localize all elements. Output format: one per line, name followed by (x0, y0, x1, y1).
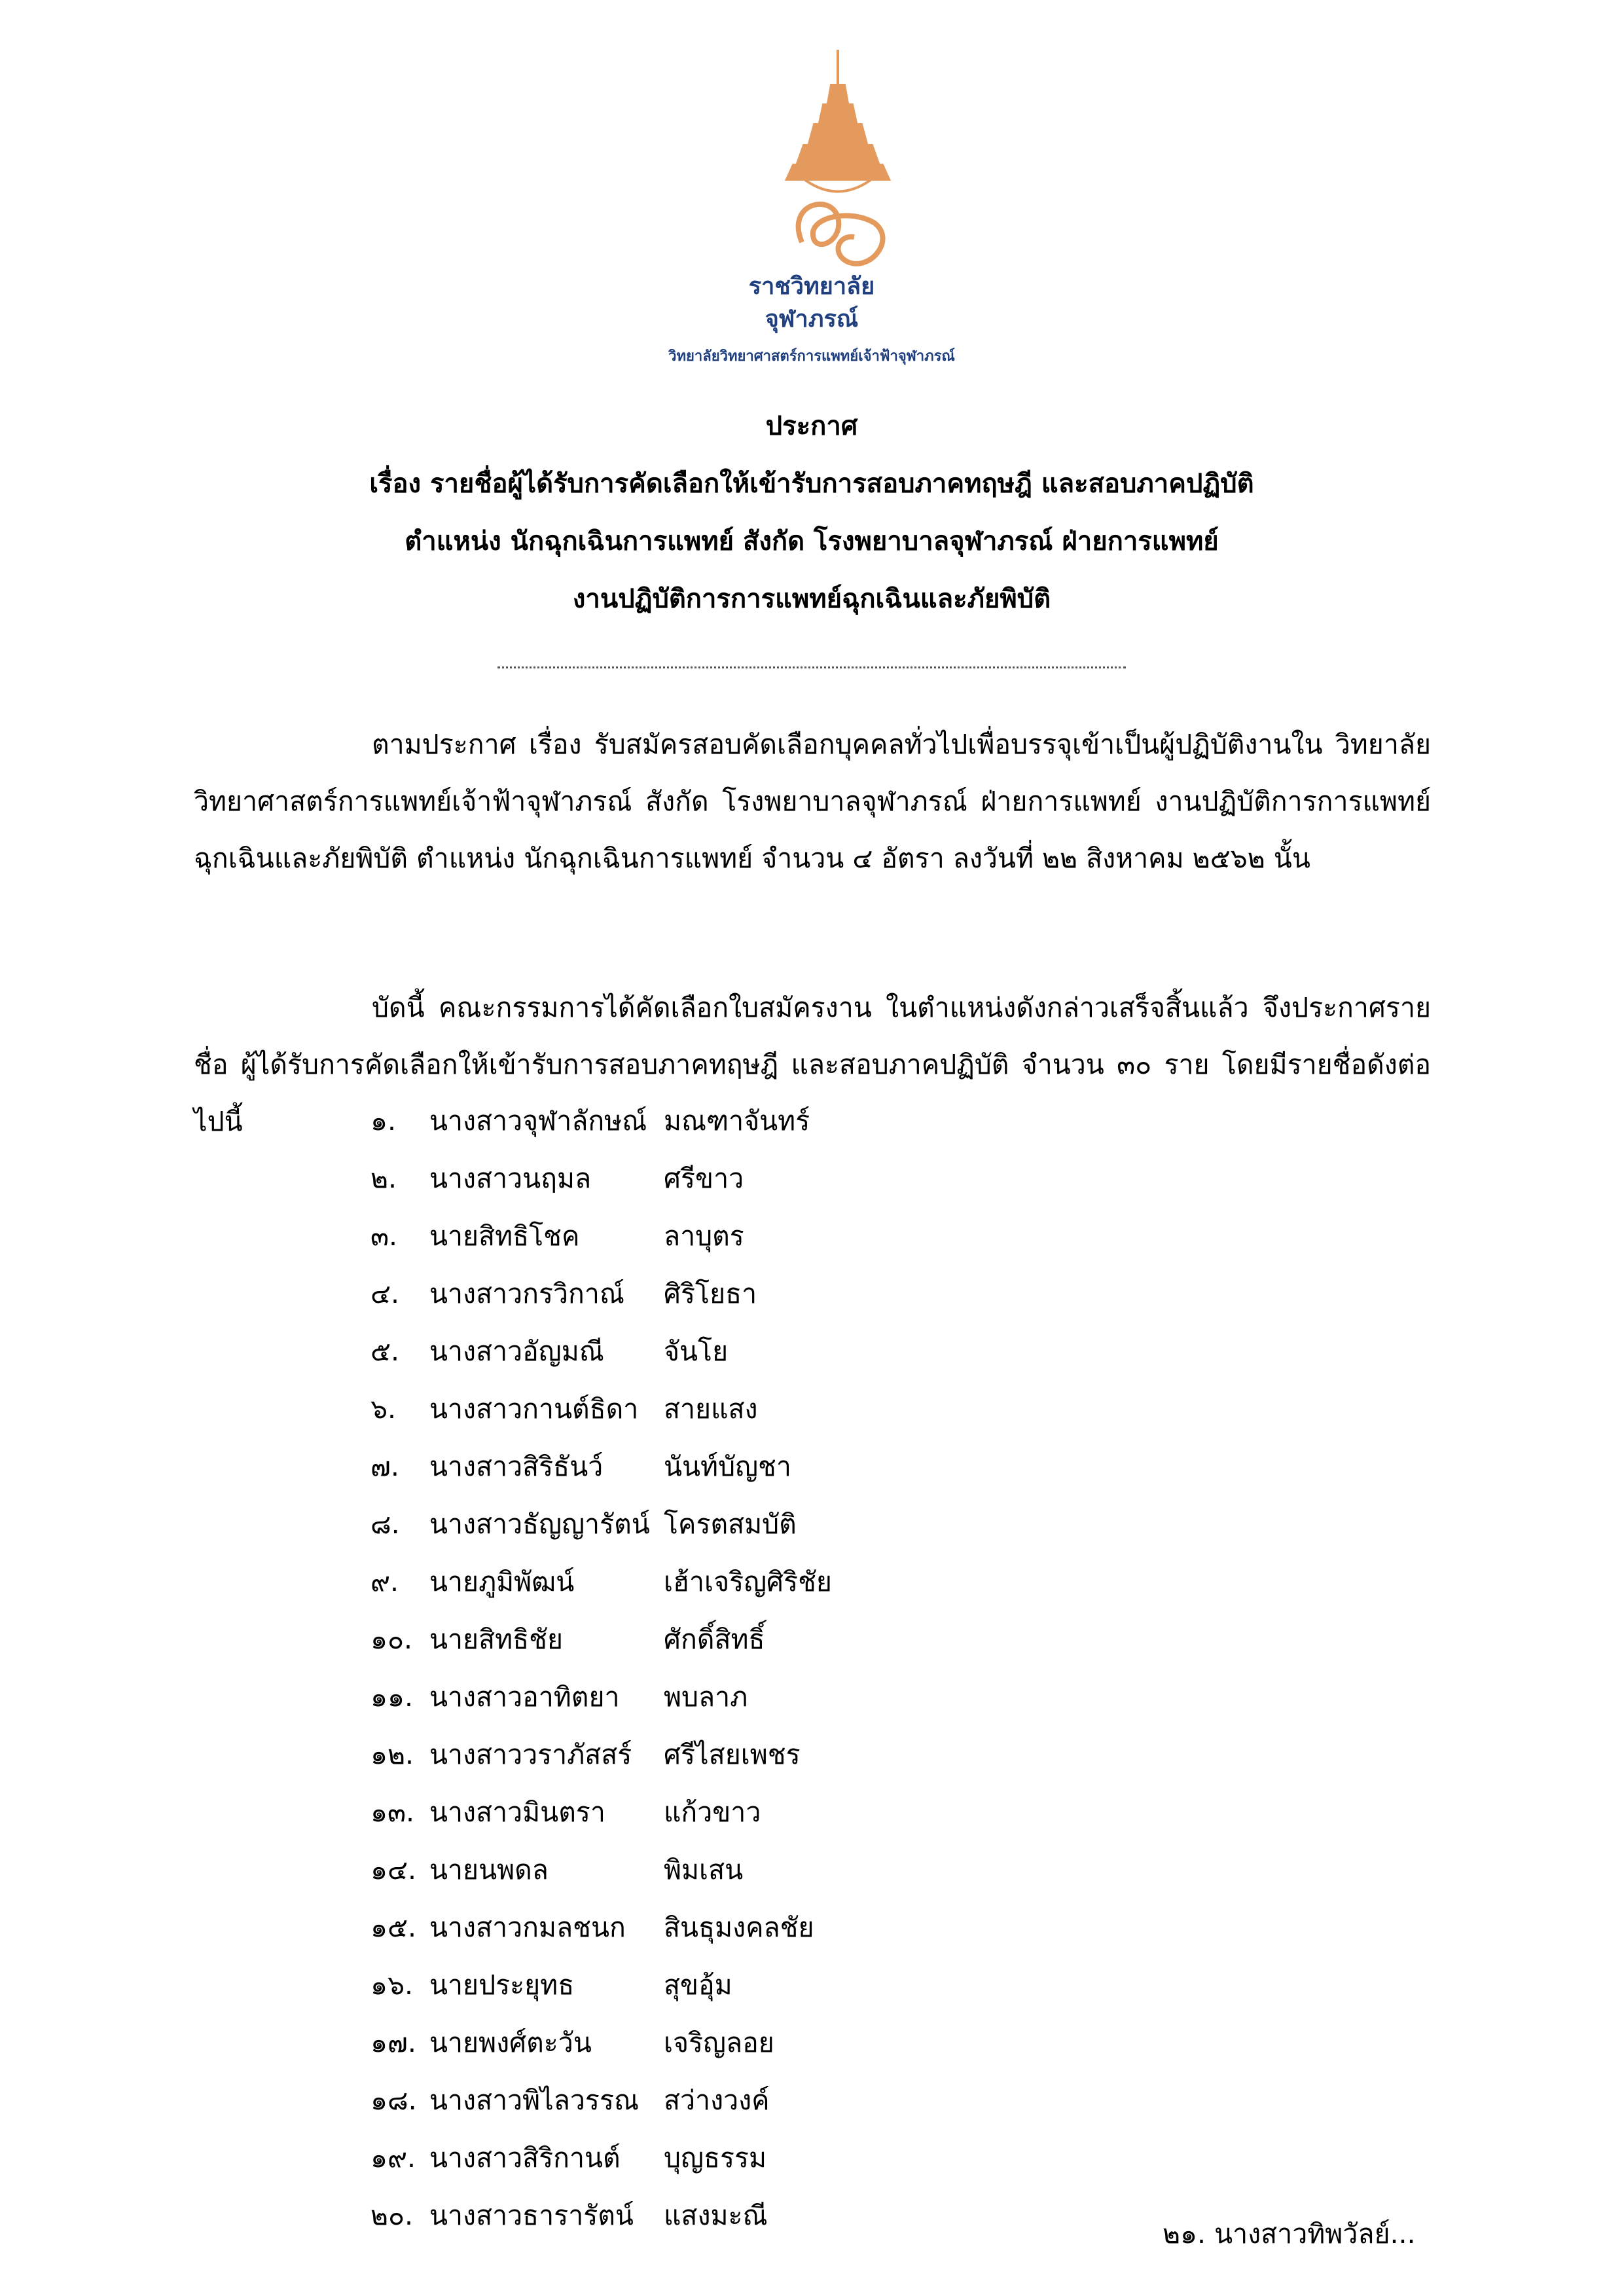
candidate-number: ๑๓. (370, 1796, 415, 1828)
list-item (370, 1438, 960, 1495)
candidate-number: ๑๘. (370, 2085, 417, 2116)
list-item (370, 2129, 960, 2187)
candidate-first-name: นางสาวจุฬาลักษณ์ (429, 1105, 647, 1137)
candidate-number: ๖. (370, 1393, 397, 1425)
list-item (370, 1783, 960, 1841)
candidate-last-name: เฮ้าเจริญศิริชัย (664, 1566, 832, 1597)
candidate-first-name: นางสาวอัญมณี (429, 1336, 604, 1367)
candidate-first-name: นางสาวธารารัตน์ (429, 2200, 634, 2231)
list-item (370, 1265, 960, 1322)
candidate-last-name: แสงมะณี (664, 2200, 768, 2231)
candidate-first-name: นายพงศ์ตะวัน (429, 2027, 592, 2058)
subject-line-3: งานปฏิบัติการการแพทย์ฉุกเฉินและภัยพิบัติ (572, 584, 1051, 614)
candidate-first-name: นายประยุทธ (429, 1969, 575, 2001)
candidate-number: ๑๗. (370, 2027, 416, 2058)
candidate-last-name: สายแสง (664, 1393, 758, 1425)
candidate-first-name: นางสาวธัญญารัตน์ (429, 1508, 650, 1540)
candidate-first-name: นางสาวนฤมล (429, 1163, 592, 1194)
list-item (370, 1956, 960, 2014)
paragraph-reference: ตามประกาศ เรื่อง รับสมัครสอบคัดเลือกบุคคลทั่วไปเพื่อบรรจุเข้าเป็นผู้ปฏิบัติงานใน วิทยาลัยวิทยาศาสตร์การแพทย์เจ้าฟ้าจุฬาภรณ์ สังกัด โรงพยาบาลจุฬาภรณ์ ฝ่ายการแพทย์ งานปฏิบัติการการแพทย์ฉุกเฉินและภัยพิบัติ ตำแหน่ง นักฉุกเฉินการแพทย์ จำนวน ๔ อัตรา ลงวันที่ ๒๒ สิงหาคม ๒๕๖๒ นั้น (194, 729, 1431, 874)
candidate-number: ๑๑. (370, 1681, 414, 1713)
list-item (370, 2187, 960, 2244)
candidate-last-name: ศิริโยธา (664, 1278, 757, 1309)
candidate-number: ๑๐. (370, 1624, 413, 1655)
list-item (370, 1841, 960, 1899)
list-item (370, 1380, 960, 1438)
candidate-last-name: ศักดิ์สิทธิ์ (664, 1624, 765, 1655)
candidate-first-name: นางสาวกมลชนก (429, 1912, 626, 1943)
candidate-last-name: บุญธรรม (664, 2142, 767, 2174)
candidate-last-name: ศรีไสยเพชร (664, 1739, 801, 1770)
candidate-last-name: สว่างวงค์ (664, 2085, 770, 2116)
college-name-line1: ราชวิทยาลัย (748, 273, 875, 300)
candidate-number: ๓. (370, 1220, 398, 1252)
candidate-first-name: นางสาวสิริกานต์ (429, 2142, 621, 2174)
candidate-last-name: เจริญลอย (664, 2027, 774, 2058)
paragraph-announcement: บัดนี้ คณะกรรมการได้คัดเลือกใบสมัครงาน ในตำแหน่งดังกล่าวเสร็จสิ้นแล้ว จึงประกาศรายชื่อ ผู้ได้รับการคัดเลือกให้เข้ารับการสอบภาคทฤษฎี และสอบภาคปฏิบัติ จำนวน ๓๐ ราย โดยมีรายชื่อดังต่อไปนี้ (194, 992, 1431, 1137)
list-item (370, 1207, 960, 1265)
list-item (370, 2071, 960, 2129)
continuation-note: ๒๑. นางสาวทิพวัลย์... (1163, 2218, 1416, 2250)
candidate-first-name: นางสาววราภัสสร์ (429, 1739, 632, 1770)
candidate-last-name: สุขอุ้ม (664, 1969, 732, 2001)
list-item (370, 1092, 960, 1150)
candidate-last-name: แก้วขาว (664, 1796, 761, 1828)
dotted-divider (497, 666, 1126, 668)
list-item (370, 1726, 960, 1783)
candidate-last-name: โครตสมบัติ (664, 1508, 797, 1540)
candidate-number: ๑๔. (370, 1854, 417, 1886)
list-item (370, 2014, 960, 2071)
candidate-first-name: นางสาวสิริธันว์ (429, 1451, 604, 1482)
candidate-first-name: นายภูมิพัฒน์ (429, 1566, 575, 1597)
candidate-number: ๕. (370, 1336, 400, 1367)
candidate-last-name: ลาบุตร (664, 1220, 744, 1252)
candidate-number: ๘. (370, 1508, 400, 1540)
candidate-number: ๑๒. (370, 1739, 414, 1770)
subject-line-1: เรื่อง รายชื่อผู้ได้รับการคัดเลือกให้เข้ารับการสอบภาคทฤษฎี และสอบภาคปฏิบัติ (369, 469, 1254, 499)
list-item (370, 1553, 960, 1611)
candidate-last-name: พบลาภ (664, 1681, 748, 1713)
candidate-first-name: นางสาวกรวิกาณ์ (429, 1278, 624, 1309)
list-item (370, 1668, 960, 1726)
candidate-list (370, 1092, 960, 2244)
candidate-last-name: สินธุมงคลชัย (664, 1912, 814, 1943)
candidate-first-name: นางสาวกานต์ธิดา (429, 1393, 639, 1425)
announcement-title: ประกาศ (765, 411, 858, 441)
candidate-first-name: นายสิทธิโชค (429, 1220, 580, 1252)
list-item (370, 1899, 960, 1956)
candidate-number: ๙. (370, 1566, 399, 1597)
candidate-last-name: มณฑาจันทร์ (664, 1105, 810, 1137)
candidate-number: ๑. (370, 1105, 397, 1137)
candidate-number: ๑๙. (370, 2142, 416, 2174)
candidate-number: ๔. (370, 1278, 400, 1309)
candidate-last-name: จันโย (664, 1336, 729, 1367)
candidate-first-name: นายนพดล (429, 1854, 549, 1886)
college-name-line2: จุฬาภรณ์ (765, 306, 859, 333)
list-item (370, 1611, 960, 1668)
candidate-number: ๗. (370, 1451, 399, 1482)
candidate-last-name: พิมเสน (664, 1854, 744, 1886)
list-item (370, 1495, 960, 1553)
candidate-last-name: นันท์บัญชา (664, 1451, 791, 1482)
candidate-number: ๑๖. (370, 1969, 414, 2001)
candidate-first-name: นายสิทธิชัย (429, 1624, 563, 1655)
college-subtitle: วิทยาลัยวิทยาศาสตร์การแพทย์เจ้าฟ้าจุฬาภรณ์ (668, 348, 955, 365)
list-item (370, 1322, 960, 1380)
candidate-last-name: ศรีขาว (664, 1163, 744, 1194)
list-item (370, 1150, 960, 1207)
candidate-first-name: นางสาวอาทิตยา (429, 1681, 620, 1713)
candidate-number: ๒๐. (370, 2200, 414, 2231)
candidate-number: ๒. (370, 1163, 397, 1194)
candidate-number: ๑๕. (370, 1912, 417, 1943)
subject-line-2: ตำแหน่ง นักฉุกเฉินการแพทย์ สังกัด โรงพยาบาลจุฬาภรณ์ ฝ่ายการแพทย์ (405, 526, 1219, 556)
candidate-first-name: นางสาวมินตรา (429, 1796, 605, 1828)
candidate-first-name: นางสาวพิไลวรรณ (429, 2085, 640, 2116)
